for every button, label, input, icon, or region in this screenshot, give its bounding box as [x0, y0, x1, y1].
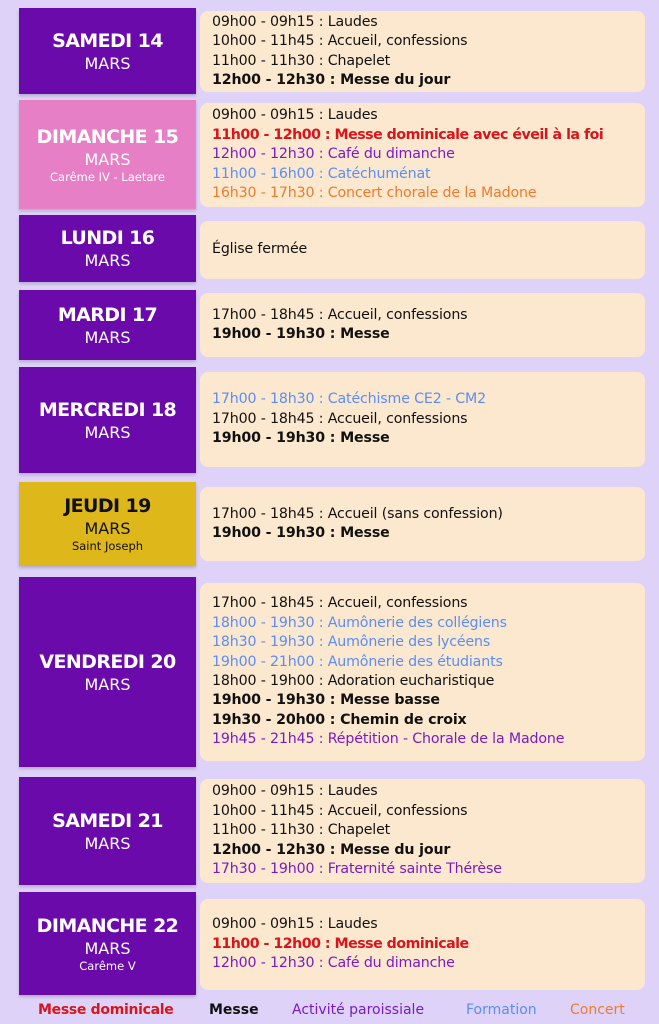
day-schedule-panel — [200, 221, 645, 279]
schedule-line: 18h30 - 19h30 : Aumônerie des lycéens — [212, 634, 491, 651]
day-box — [19, 777, 196, 885]
day-month: MARS — [84, 53, 131, 73]
day-subtitle: Carême IV - Laetare — [50, 169, 165, 184]
legend — [0, 1000, 659, 1022]
day-name: JEUDI 19 — [64, 495, 151, 517]
day-schedule-panel — [200, 372, 645, 467]
schedule-line: 09h00 - 09h15 : Laudes — [212, 783, 378, 800]
day-month: MARS — [84, 251, 131, 270]
day-schedule-panel — [200, 779, 645, 883]
schedule-line: 17h00 - 18h45 : Accueil, confessions — [212, 410, 468, 427]
day-box — [19, 892, 196, 995]
schedule-line: 17h00 - 18h45 : Accueil, confessions — [212, 595, 468, 612]
schedule-line: 12h00 - 12h30 : Café du dimanche — [212, 146, 455, 163]
schedule-line: 11h00 - 11h30 : Chapelet — [212, 822, 391, 839]
day-schedule-panel — [200, 583, 645, 761]
day-schedule-panel — [200, 103, 645, 207]
schedule-line: 19h00 - 19h30 : Messe — [212, 430, 390, 447]
legend-item: Activité paroissiale — [292, 1002, 425, 1018]
schedule-line: 19h00 - 19h30 : Messe — [212, 525, 390, 541]
day-subtitle: Carême V — [79, 958, 136, 973]
schedule-line: 09h00 - 09h15 : Laudes — [212, 13, 378, 30]
day-box — [19, 100, 196, 209]
schedule-line: 12h00 - 12h30 : Messe du jour — [212, 71, 451, 88]
schedule-line: 17h00 - 18h30 : Catéchisme CE2 - CM2 — [212, 391, 487, 408]
day-box — [19, 367, 196, 473]
schedule-line: 11h00 - 12h00 : Messe dominicale avec éveil à la foi — [212, 126, 604, 143]
day-subtitle: Saint Joseph — [71, 539, 144, 553]
schedule-line: 19h00 - 21h00 : Aumônerie des étudiants — [212, 653, 503, 670]
schedule-line: 16h30 - 17h30 : Concert chorale de la Madone — [212, 185, 537, 202]
day-box — [19, 8, 196, 94]
day-box — [19, 290, 196, 360]
schedule-line: 19h00 - 19h30 : Messe — [212, 326, 390, 342]
day-schedule-panel — [200, 293, 645, 357]
schedule-line: 17h00 - 18h45 : Accueil, confessions — [212, 306, 468, 323]
day-name: LUNDI 16 — [60, 227, 155, 249]
day-month: MARS — [84, 519, 131, 538]
day-name: MARDI 17 — [57, 303, 158, 326]
day-name: DIMANCHE 15 — [36, 125, 179, 148]
day-month: MARS — [84, 422, 131, 442]
day-name: SAMEDI 14 — [52, 29, 163, 52]
schedule-line: 10h00 - 11h45 : Accueil, confessions — [212, 33, 468, 50]
day-schedule-panel — [200, 487, 645, 561]
day-name: VENDREDI 20 — [39, 650, 176, 673]
day-name: SAMEDI 21 — [52, 809, 163, 832]
schedule-line: 18h00 - 19h30 : Aumônerie des collégiens — [212, 614, 507, 631]
day-month: MARS — [84, 674, 131, 694]
schedule-line: 19h30 - 20h00 : Chemin de croix — [212, 711, 467, 728]
legend-item: Messe dominicale — [38, 1002, 174, 1018]
day-box — [19, 215, 196, 282]
day-schedule-panel — [200, 899, 645, 990]
schedule-line: 09h00 - 09h15 : Laudes — [212, 916, 378, 933]
day-schedule-panel — [200, 11, 645, 92]
schedule-line: 19h00 - 19h30 : Messe basse — [212, 692, 440, 709]
schedule-line: 11h00 - 12h00 : Messe dominicale — [212, 935, 469, 952]
legend-item: Messe — [209, 1002, 259, 1018]
schedule-line: 19h45 - 21h45 : Répétition - Chorale de la Madone — [212, 731, 565, 748]
day-box — [19, 482, 196, 566]
schedule-line: 12h00 - 12h30 : Café du dimanche — [212, 955, 455, 972]
schedule-line: 11h00 - 16h00 : Catéchuménat — [212, 165, 431, 182]
day-name: DIMANCHE 22 — [36, 914, 179, 937]
day-month: MARS — [84, 938, 131, 958]
day-month: MARS — [84, 833, 131, 853]
schedule-line: 17h30 - 19h00 : Fraternité sainte Thérèse — [212, 861, 502, 878]
day-name: MERCREDI 18 — [38, 398, 177, 421]
schedule-line: 09h00 - 09h15 : Laudes — [212, 107, 378, 124]
schedule-line: Église fermée — [212, 241, 308, 258]
schedule-line: 11h00 - 11h30 : Chapelet — [212, 52, 391, 69]
day-month: MARS — [84, 327, 131, 347]
legend-item: Formation — [466, 1002, 537, 1018]
day-month: MARS — [84, 149, 131, 169]
legend-item: Concert — [570, 1002, 625, 1018]
schedule-line: 10h00 - 11h45 : Accueil, confessions — [212, 802, 468, 819]
schedule-line: 18h00 - 19h00 : Adoration eucharistique — [212, 673, 495, 689]
schedule-line: 17h00 - 18h45 : Accueil (sans confession) — [212, 505, 503, 522]
schedule-line: 12h00 - 12h30 : Messe du jour — [212, 841, 451, 858]
day-box — [19, 577, 196, 767]
